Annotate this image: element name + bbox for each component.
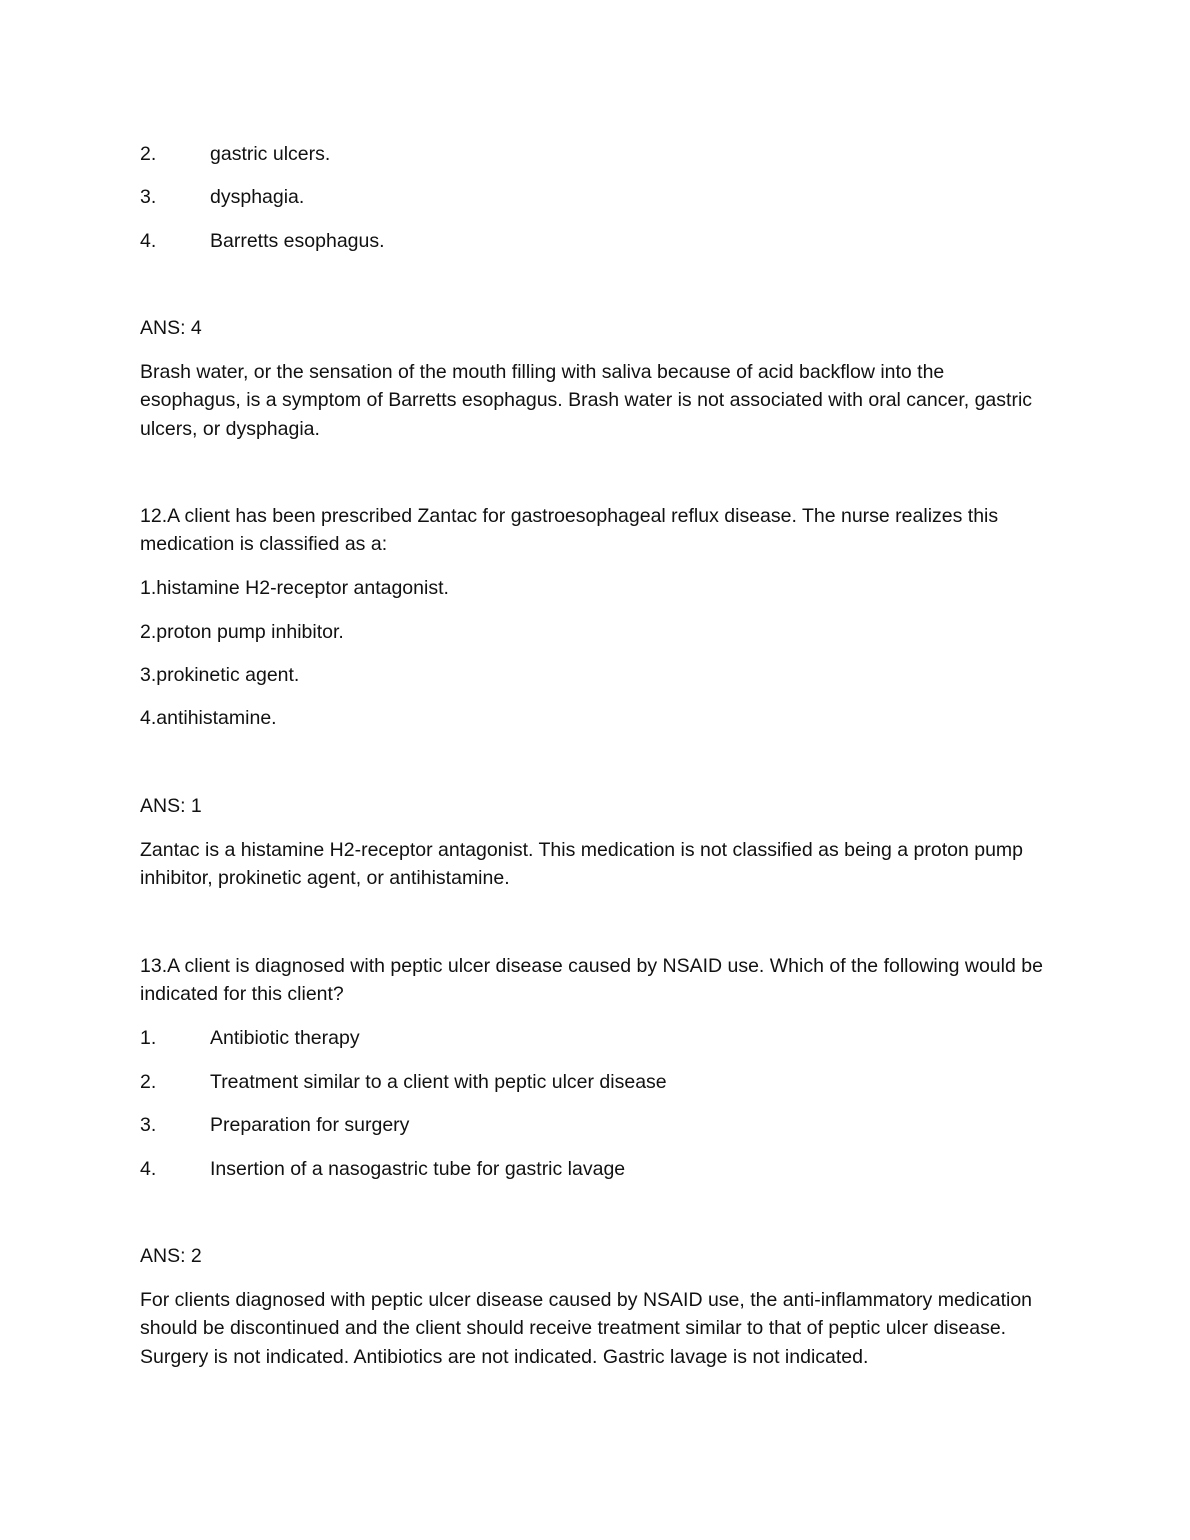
- q11-option-4-number: 4.: [140, 230, 157, 252]
- q12-question-line-1: 12.A client has been prescribed Zantac for gastroesophageal reflux disease. The nurse realizes this: [140, 505, 999, 527]
- q13-option-3-text: Preparation for surgery: [210, 1114, 410, 1136]
- q13-option-4-number: 4.: [140, 1158, 157, 1180]
- q12-rationale-line-2: inhibitor, prokinetic agent, or antihistamine.: [140, 867, 510, 889]
- q12-option-4: 4.antihistamine.: [140, 707, 277, 729]
- q13-option-2-text: Treatment similar to a client with peptic ulcer disease: [210, 1071, 667, 1093]
- q13-answer: ANS: 2: [140, 1245, 202, 1267]
- q11-rationale-line-2: esophagus, is a symptom of Barretts esophagus. Brash water is not associated with oral cancer, gastric: [140, 389, 1033, 411]
- q12-answer: ANS: 1: [140, 795, 202, 817]
- q11-rationale-line-1: Brash water, or the sensation of the mouth filling with saliva because of acid backflow into the: [140, 361, 945, 383]
- q12-option-2: 2.proton pump inhibitor.: [140, 621, 344, 643]
- q12-option-1: 1.histamine H2-receptor antagonist.: [140, 577, 449, 599]
- q13-rationale-line-1: For clients diagnosed with peptic ulcer disease caused by NSAID use, the anti-inflammatory medication: [140, 1289, 1033, 1311]
- q12-option-3: 3.prokinetic agent.: [140, 664, 300, 686]
- q12-rationale-line-1: Zantac is a histamine H2-receptor antagonist. This medication is not classified as being a proton pump: [140, 839, 1024, 861]
- q11-option-3-number: 3.: [140, 186, 157, 208]
- q11-answer: ANS: 4: [140, 317, 202, 339]
- q11-rationale-line-3: ulcers, or dysphagia.: [140, 418, 320, 440]
- q11-option-3-text: dysphagia.: [210, 186, 305, 208]
- q13-option-2-number: 2.: [140, 1071, 157, 1093]
- q13-option-1-text: Antibiotic therapy: [210, 1027, 360, 1049]
- q13-option-4-text: Insertion of a nasogastric tube for gastric lavage: [210, 1158, 626, 1180]
- q13-rationale-line-2: should be discontinued and the client should receive treatment similar to that of peptic ulcer disease.: [140, 1317, 1007, 1339]
- q11-option-4-text: Barretts esophagus.: [210, 230, 385, 252]
- q11-option-2-number: 2.: [140, 143, 157, 165]
- q13-option-1-number: 1.: [140, 1027, 157, 1049]
- q12-question-line-2: medication is classified as a:: [140, 533, 388, 555]
- q13-question-line-2: indicated for this client?: [140, 983, 344, 1005]
- q11-option-2-text: gastric ulcers.: [210, 143, 331, 165]
- q13-rationale-line-3: Surgery is not indicated. Antibiotics are not indicated. Gastric lavage is not indicated.: [140, 1346, 869, 1368]
- q13-question-line-1: 13.A client is diagnosed with peptic ulcer disease caused by NSAID use. Which of the following would be: [140, 955, 1043, 977]
- q13-option-3-number: 3.: [140, 1114, 157, 1136]
